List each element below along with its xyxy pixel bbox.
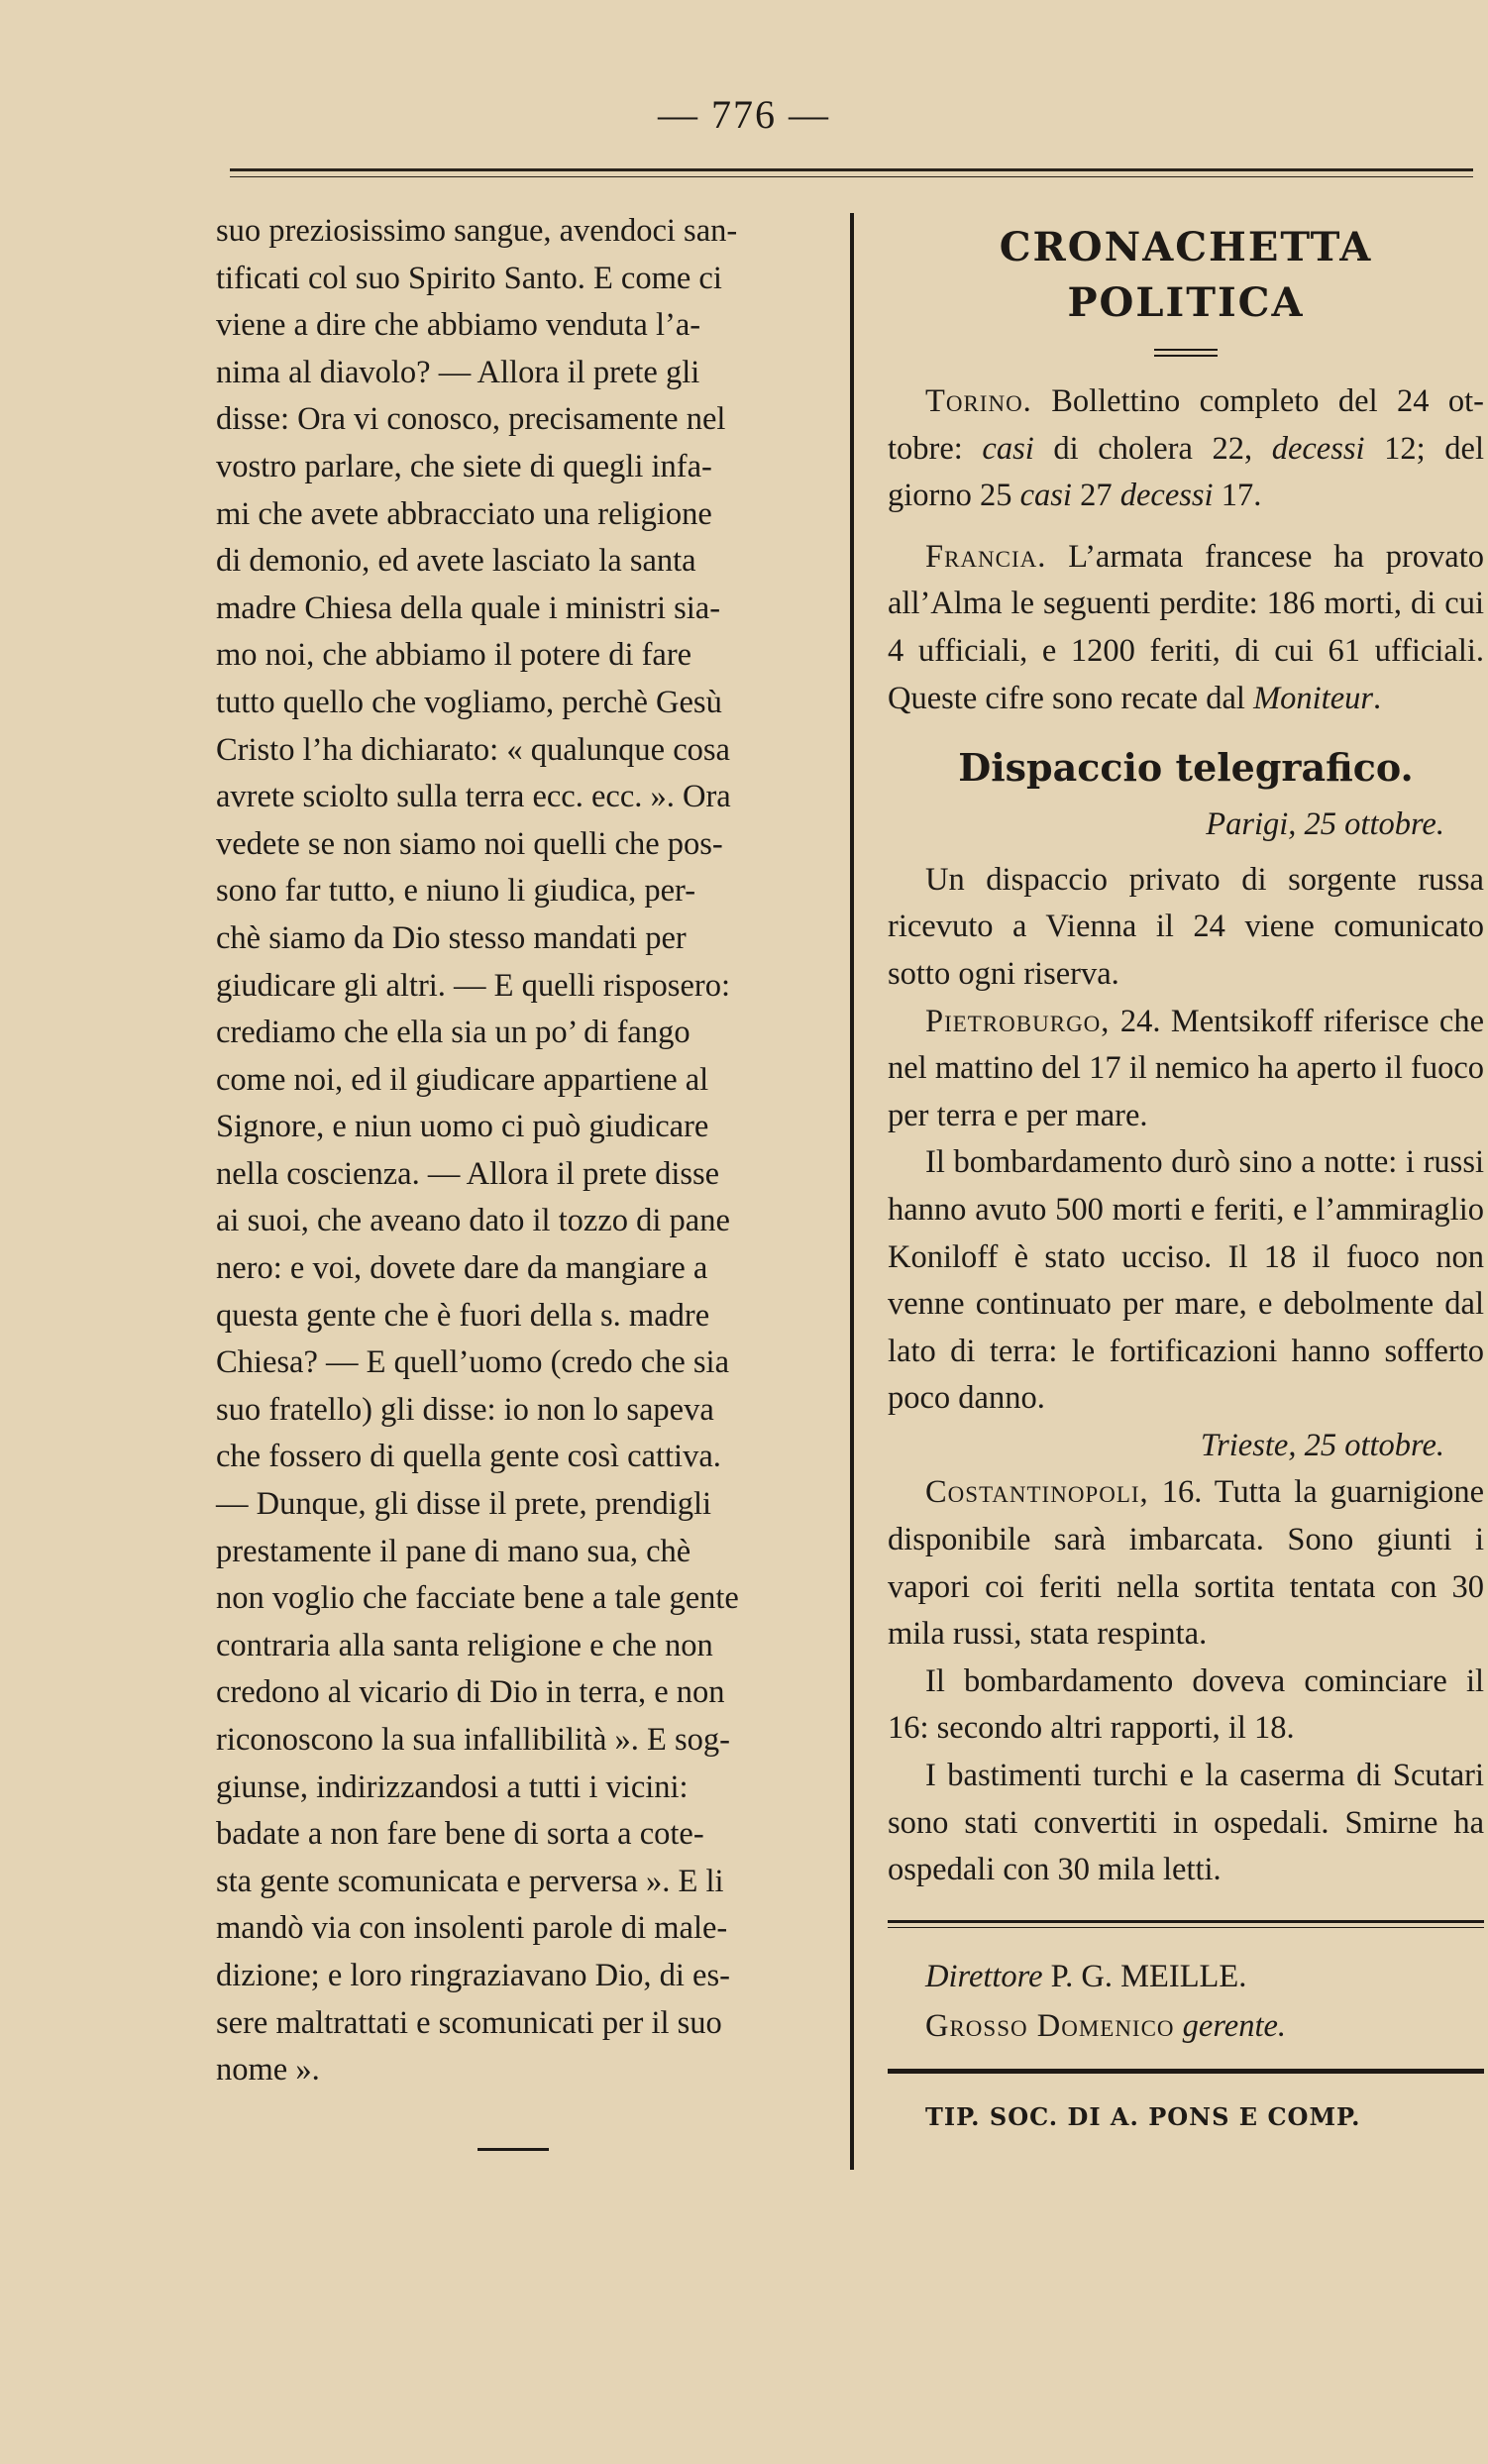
column-divider [850,213,854,2170]
text-line: nella coscienza. — Allora il prete disse [216,1155,720,1192]
text-line: suo fratello) gli disse: io non lo sapeva [216,1391,714,1428]
printer-imprint: TIP. SOC. DI A. PONS E COMP. [925,2101,1361,2131]
text-line: — Dunque, gli disse il prete, prendigli [216,1486,712,1523]
text-line: sere maltrattati e scomunicati per il suo [216,2004,722,2041]
news-costantinopoli: Costantinopoli, 16. Tutta la guarnigione disponibile sarà imbarcata. Sono giunti i vapori coi feriti nella sortita tentata con 30 mila russi, stata respinta. [888,1474,1484,1653]
text-line: Chiesa? — E quell’uomo (credo che sia [216,1344,730,1381]
text-line: nome ». [216,2052,320,2089]
end-dash [478,2148,549,2151]
text-line: sta gente scomunicata e perversa ». E li [216,1863,724,1899]
place-name: Torino. [925,383,1032,419]
text-line: contraria alla santa religione e che non [216,1627,713,1663]
text-line: nima al diavolo? — Allora il prete gli [216,354,700,390]
text-line: dizione; e loro ringraziavano Dio, di es- [216,1957,730,1993]
left-column [216,208,826,2094]
text-line: Cristo l’ha dichiarato: « qualunque cosa [216,731,730,768]
text-line: nero: e voi, dovete dare da mangiare a [216,1250,708,1287]
text-line: di demonio, ed avete lasciato la santa [216,543,696,580]
header-rule [230,168,1473,171]
manager-credit: Grosso Domenico gerente. [925,2007,1287,2044]
footer-rule [888,1920,1484,1928]
text-line: disse: Ora vi conosco, precisamente nel [216,401,726,438]
right-column [888,220,1484,2140]
news-torino: Torino. Bollettino completo del 24 ot-tobre: casi di cholera 22, decessi 12; del giorno 25 casi 27 decessi 17. [888,383,1484,514]
text-line: avrete sciolto sulla terra ecc. ecc. ». Ora [216,779,731,815]
left-column-text [216,208,826,2094]
text-line: madre Chiesa della quale i ministri sia- [216,589,721,626]
place-name: Pietroburgo, [925,1003,1111,1039]
dateline-paris: Parigi, 25 ottobre. [1206,806,1444,843]
text-line: prestamente il pane di mano sua, chè [216,1533,691,1569]
news-pietroburgo: Pietroburgo, 24. Mentsikoff riferisce che nel mattino del 17 il nemico ha aperto il fuoco per terra e per mare. [888,1003,1484,1133]
text-line: viene a dire che abbiamo venduta l’a- [216,307,701,344]
place-name: Costantinopoli, [925,1474,1149,1511]
text-line: giunse, indirizzandosi a tutti i vicini: [216,1768,689,1805]
text-line: vostro parlare, che siete di quegli infa- [216,448,712,484]
director-credit: Direttore P. G. MEILLE. [925,1958,1247,1994]
header-rule-thin [230,176,1473,177]
place-name: Francia. [925,538,1047,575]
text-line: mi che avete abbracciato una religione [216,495,712,532]
text-line: come noi, ed il giudicare appartiene al [216,1061,709,1098]
printer-rule [888,2069,1484,2074]
text-line: che fossero di quella gente così cattiva. [216,1439,721,1475]
text-line: Signore, e niun uomo ci può giudicare [216,1109,709,1145]
text-line: crediamo che ella sia un po’ di fango [216,1015,691,1051]
text-line: questa gente che è fuori della s. madre [216,1297,710,1334]
news-private-dispatch: Un dispaccio privato di sorgente russa ricevuto a Vienna il 24 viene comunicato sotto ogni riserva. [888,861,1484,992]
text-line: credono al vicario di Dio in terra, e non [216,1674,725,1711]
news-bombardment-date: Il bombardamento doveva cominciare il 16: secondo altri rapporti, il 18. [888,1662,1484,1747]
text-line: suo preziosissimo sangue, avendoci san- [216,213,738,249]
text-line: tificati col suo Spirito Santo. E come ci [216,260,722,296]
section-heading: CRONACHETTA POLITICA [999,224,1373,326]
news-bombardment: Il bombardamento durò sino a notte: i russi hanno avuto 500 morti e feriti, e l’ammiraglio Koniloff è stato ucciso. Il 18 il fuoco non venne continuato per mare, e debolmente dal lato di terra: le fortificazioni hanno sofferto poco danno. [888,1144,1484,1417]
dispatch-heading: Dispaccio telegrafico. [958,745,1414,791]
text-line: mandò via con insolenti parole di male- [216,1910,728,1947]
text-line: non voglio che facciate bene a tale gente [216,1580,739,1617]
text-line: ai suoi, che aveano dato il tozzo di pane [216,1203,730,1239]
text-line: riconoscono la sua infallibilità ». E sog- [216,1722,730,1758]
page-number: — 776 — [658,92,830,137]
news-hospitals: I bastimenti turchi e la caserma di Scutari sono stati convertiti in ospedali. Smirne ha ospedali con 30 mila letti. [888,1758,1484,1888]
text-line: badate a non fare bene di sorta a cote- [216,1816,704,1853]
text-line: sono far tutto, e niuno li giudica, per- [216,873,696,910]
dateline-trieste: Trieste, 25 ottobre. [1200,1427,1444,1463]
text-line: mo noi, che abbiamo il potere di fare [216,637,692,674]
text-line: chè siamo da Dio stesso mandati per [216,919,687,956]
heading-rule [1154,349,1218,357]
news-francia: Francia. L’armata francese ha provato all’Alma le seguenti perdite: 186 morti, di cui 4 ufficiali, e 1200 feriti, di cui 61 ufficiali. Queste cifre sono recate dal Moniteur. [888,538,1484,716]
text-line: tutto quello che vogliamo, perchè Gesù [216,684,722,720]
source-name: Moniteur [1253,680,1374,716]
text-line: giudicare gli altri. — E quelli risposero: [216,967,730,1004]
text-line: vedete se non siamo noi quelli che pos- [216,825,723,862]
